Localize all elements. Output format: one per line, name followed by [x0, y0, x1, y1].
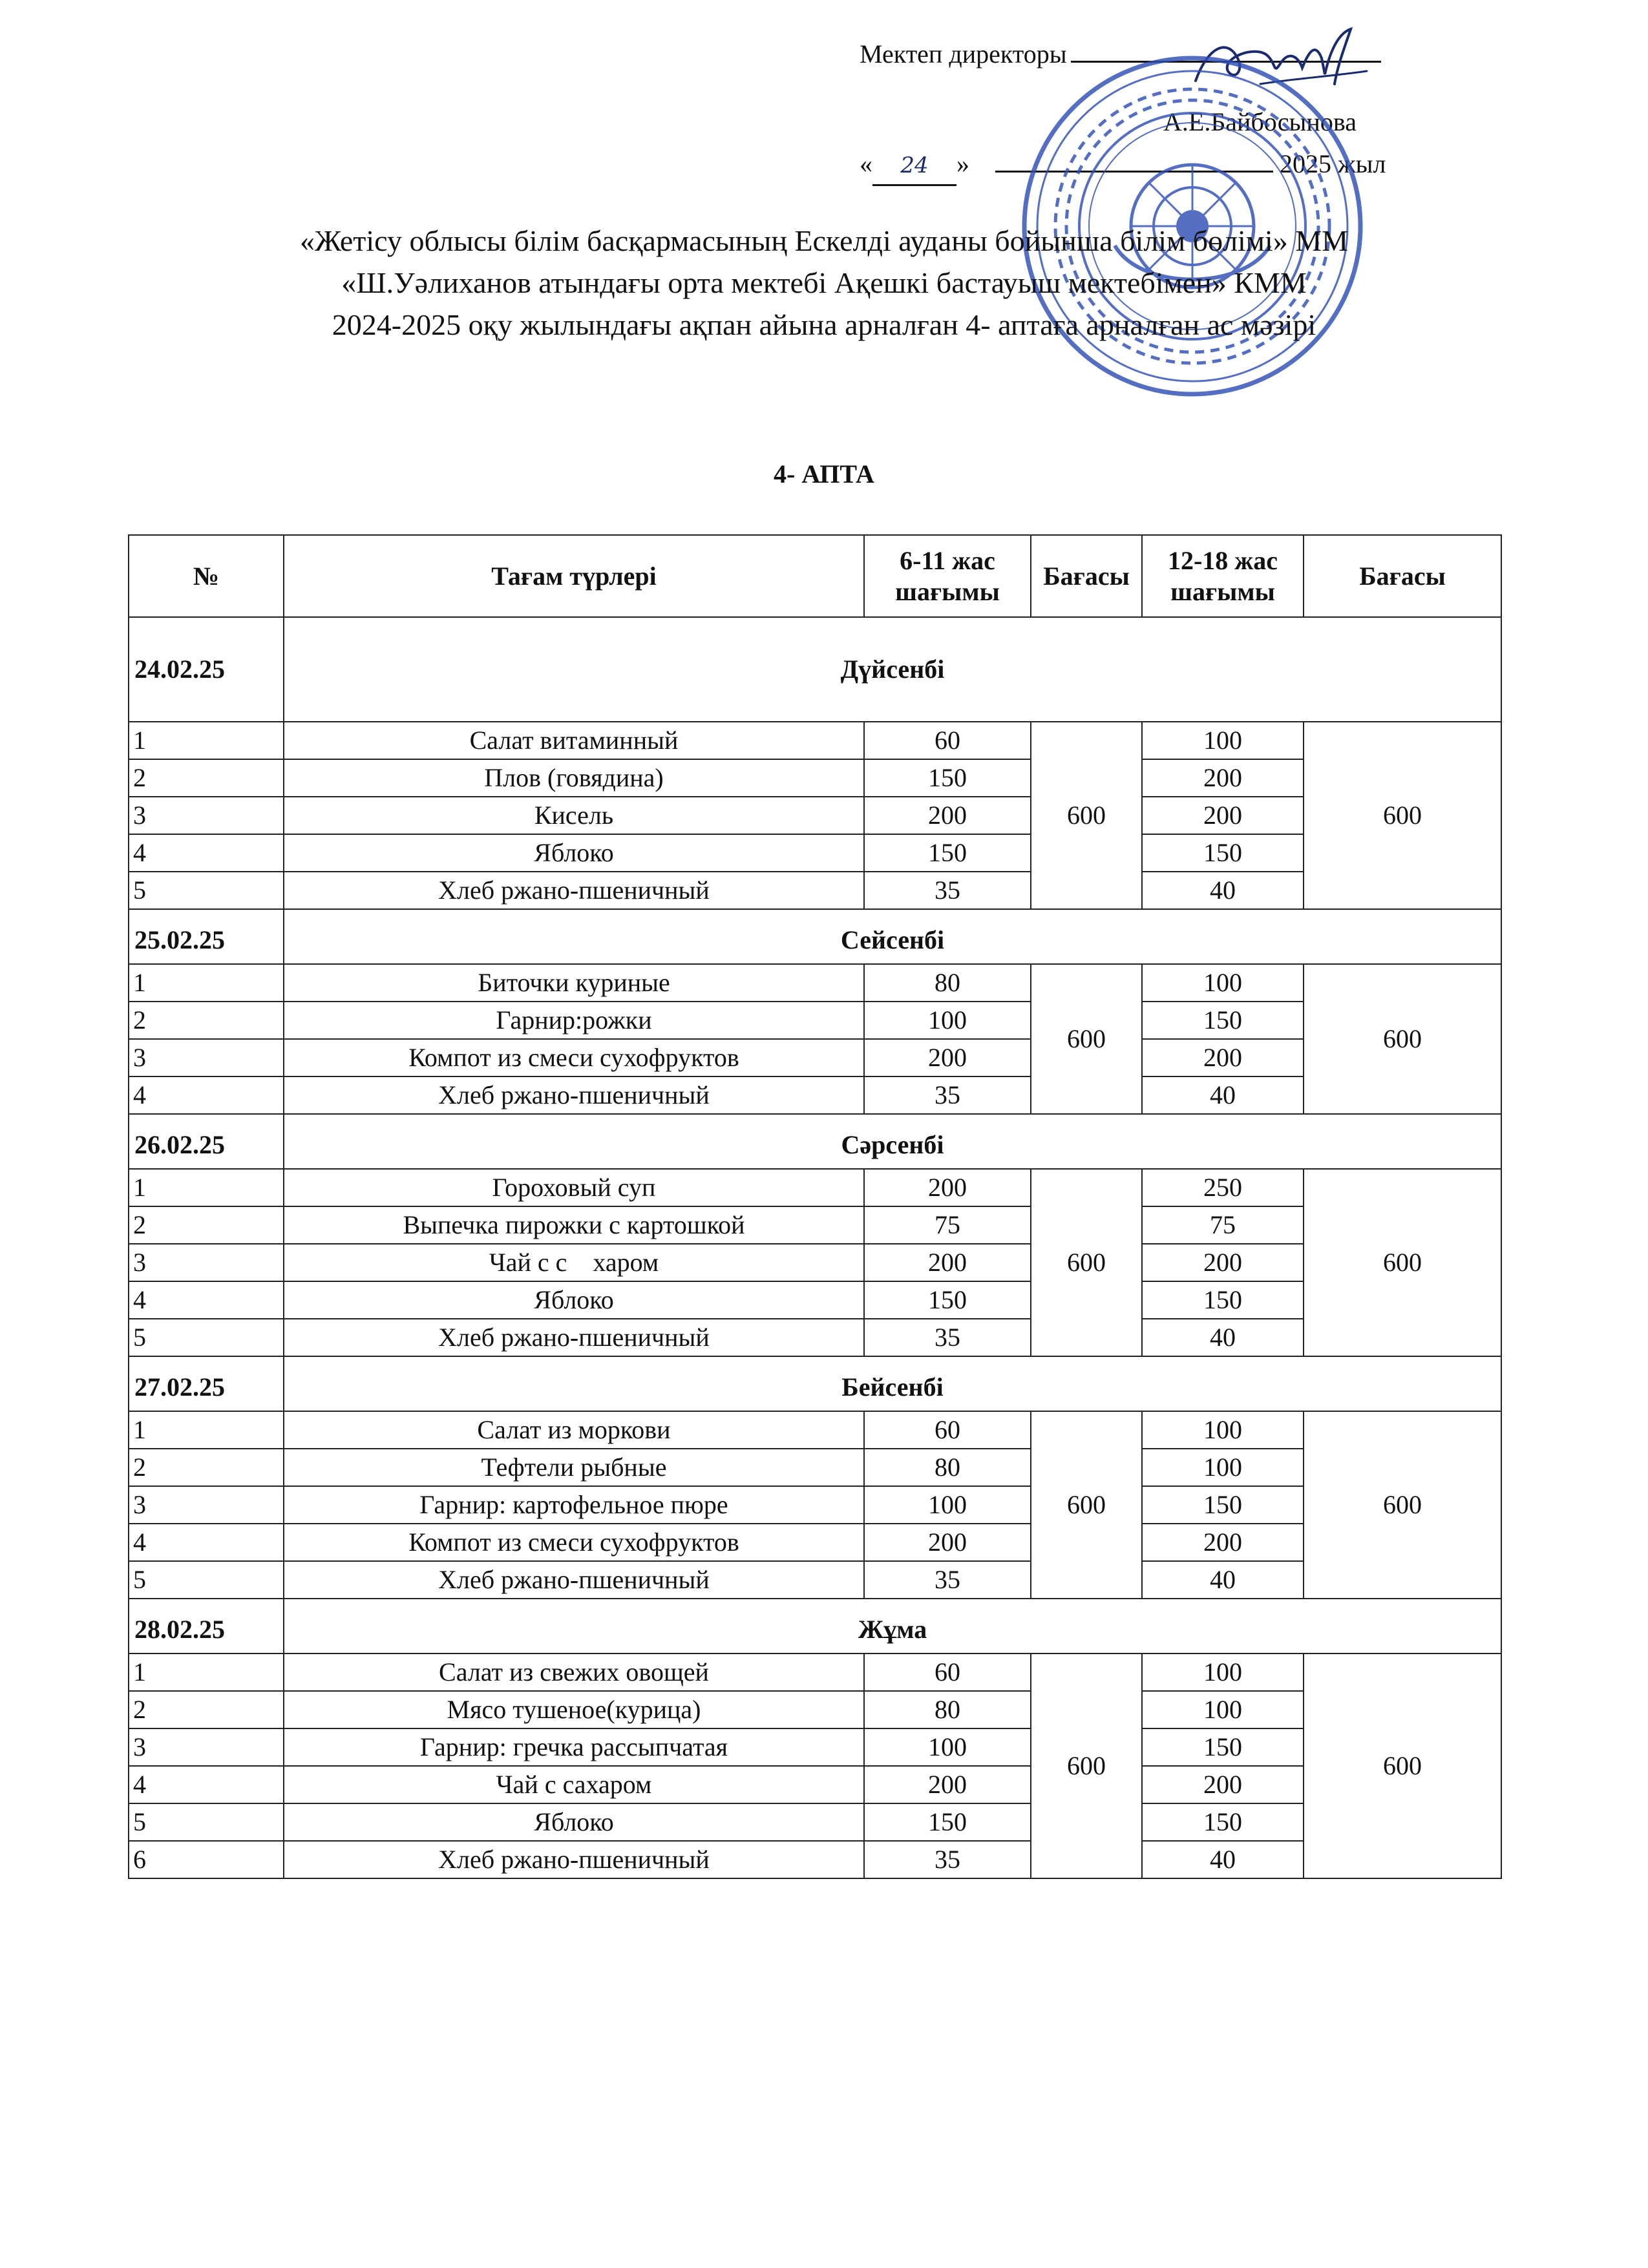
- item-dish: Чай с с харом: [284, 1244, 864, 1281]
- item-num: 1: [129, 722, 284, 759]
- item-dish: Тефтели рыбные: [284, 1449, 864, 1486]
- item-portion-12-18: 100: [1142, 964, 1304, 1002]
- day-name: Дүйсенбі: [284, 617, 1501, 722]
- day-price-12-18: 600: [1304, 722, 1501, 909]
- item-portion-6-11: 100: [864, 1728, 1031, 1766]
- day-header-row: [129, 617, 1501, 722]
- item-portion-6-11: 35: [864, 1319, 1031, 1356]
- item-portion-12-18: 150: [1142, 1803, 1304, 1841]
- item-portion-12-18: 40: [1142, 1319, 1304, 1356]
- col-header-num: №: [129, 535, 284, 617]
- item-portion-12-18: 150: [1142, 834, 1304, 872]
- day-price-12-18: 600: [1304, 1169, 1501, 1356]
- table-row: [129, 759, 1501, 797]
- item-portion-6-11: 150: [864, 834, 1031, 872]
- item-portion-6-11: 60: [864, 1654, 1031, 1691]
- item-portion-12-18: 100: [1142, 1449, 1304, 1486]
- table-row: [129, 1728, 1501, 1766]
- table-row: [129, 872, 1501, 909]
- day-price-6-11: 600: [1031, 1169, 1142, 1356]
- day-date: 24.02.25: [129, 617, 284, 722]
- table-row: [129, 1411, 1501, 1449]
- item-portion-6-11: 200: [864, 1039, 1031, 1076]
- item-portion-12-18: 200: [1142, 1766, 1304, 1803]
- item-dish: Кисель: [284, 797, 864, 834]
- item-portion-6-11: 200: [864, 1244, 1031, 1281]
- item-portion-6-11: 200: [864, 797, 1031, 834]
- item-portion-12-18: 100: [1142, 1654, 1304, 1691]
- col-header-price2: Бағасы: [1304, 535, 1501, 617]
- item-portion-12-18: 150: [1142, 1728, 1304, 1766]
- day-price-6-11: 600: [1031, 1654, 1142, 1878]
- day-header-row: [129, 1599, 1501, 1654]
- day-price-12-18: 600: [1304, 964, 1501, 1114]
- item-dish: Компот из смеси сухофруктов: [284, 1524, 864, 1561]
- item-portion-6-11: 200: [864, 1766, 1031, 1803]
- day-date: 28.02.25: [129, 1599, 284, 1654]
- item-portion-12-18: 200: [1142, 759, 1304, 797]
- day-name: Сәрсенбі: [284, 1114, 1501, 1169]
- day-price-6-11: 600: [1031, 1411, 1142, 1599]
- item-num: 3: [129, 1728, 284, 1766]
- item-num: 3: [129, 1486, 284, 1524]
- item-portion-6-11: 150: [864, 1803, 1031, 1841]
- day-date: 25.02.25: [129, 909, 284, 964]
- item-num: 3: [129, 1244, 284, 1281]
- day-price-12-18: 600: [1304, 1654, 1501, 1878]
- item-portion-12-18: 100: [1142, 722, 1304, 759]
- col-header-age1: [864, 535, 1031, 617]
- item-num: 3: [129, 1039, 284, 1076]
- table-row: [129, 1039, 1501, 1076]
- item-num: 4: [129, 1076, 284, 1114]
- item-portion-6-11: 80: [864, 1691, 1031, 1728]
- header-line-1: «Жетісу облысы білім басқармасының Ескелді ауданы бойынша білім бөлімі» ММ: [300, 224, 1348, 257]
- item-dish: Компот из смеси сухофруктов: [284, 1039, 864, 1076]
- item-num: 2: [129, 759, 284, 797]
- day-name: Жұма: [284, 1599, 1501, 1654]
- item-portion-6-11: 35: [864, 1076, 1031, 1114]
- table-row: [129, 1002, 1501, 1039]
- col-header-age2-line1: 12-18 жас: [1167, 545, 1278, 575]
- item-portion-12-18: 75: [1142, 1206, 1304, 1244]
- day-date: 26.02.25: [129, 1114, 284, 1169]
- table-row: [129, 834, 1501, 872]
- item-dish: Хлеб ржано-пшеничный: [284, 1841, 864, 1878]
- item-portion-12-18: 200: [1142, 1524, 1304, 1561]
- item-num: 4: [129, 834, 284, 872]
- item-portion-12-18: 40: [1142, 1841, 1304, 1878]
- item-portion-12-18: 100: [1142, 1691, 1304, 1728]
- table-row: [129, 1244, 1501, 1281]
- day-date: 27.02.25: [129, 1356, 284, 1411]
- item-dish: Биточки куриные: [284, 964, 864, 1002]
- item-portion-12-18: 250: [1142, 1169, 1304, 1206]
- item-num: 5: [129, 1319, 284, 1356]
- item-portion-12-18: 100: [1142, 1411, 1304, 1449]
- item-dish: Выпечка пирожки с картошкой: [284, 1206, 864, 1244]
- item-num: 5: [129, 1561, 284, 1599]
- item-portion-6-11: 35: [864, 1561, 1031, 1599]
- item-num: 5: [129, 1803, 284, 1841]
- col-header-age2: [1142, 535, 1304, 617]
- header-line-2: «Ш.Уәлиханов атындағы орта мектебі Ақешкі бастауыш мектебімен» КММ: [341, 266, 1307, 299]
- item-dish: Чай с сахаром: [284, 1766, 864, 1803]
- item-dish: Хлеб ржано-пшеничный: [284, 1076, 864, 1114]
- item-num: 4: [129, 1281, 284, 1319]
- item-dish: Хлеб ржано-пшеничный: [284, 872, 864, 909]
- table-row: [129, 1076, 1501, 1114]
- director-name: А.Е.Байбосынова: [1163, 107, 1357, 136]
- item-dish: Гарнир: гречка рассыпчатая: [284, 1728, 864, 1766]
- table-row: [129, 1691, 1501, 1728]
- item-num: 3: [129, 797, 284, 834]
- table-row: [129, 1654, 1501, 1691]
- day-header-row: [129, 1114, 1501, 1169]
- day-header-row: [129, 1356, 1501, 1411]
- table-row: [129, 1766, 1501, 1803]
- item-portion-6-11: 80: [864, 1449, 1031, 1486]
- item-portion-12-18: 40: [1142, 872, 1304, 909]
- item-num: 4: [129, 1524, 284, 1561]
- item-num: 2: [129, 1002, 284, 1039]
- item-portion-6-11: 75: [864, 1206, 1031, 1244]
- item-dish: Гороховый суп: [284, 1169, 864, 1206]
- table-row: [129, 1449, 1501, 1486]
- item-num: 2: [129, 1691, 284, 1728]
- col-header-dish: Тағам түрлері: [284, 535, 864, 617]
- table-row: [129, 1803, 1501, 1841]
- item-dish: Салат из моркови: [284, 1411, 864, 1449]
- item-portion-6-11: 60: [864, 1411, 1031, 1449]
- item-portion-12-18: 200: [1142, 1039, 1304, 1076]
- item-portion-12-18: 150: [1142, 1002, 1304, 1039]
- item-portion-6-11: 200: [864, 1524, 1031, 1561]
- item-portion-6-11: 100: [864, 1486, 1031, 1524]
- item-num: 2: [129, 1449, 284, 1486]
- date-day: 24: [872, 147, 956, 186]
- day-price-6-11: 600: [1031, 964, 1142, 1114]
- table-row: [129, 1169, 1501, 1206]
- item-portion-12-18: 150: [1142, 1281, 1304, 1319]
- col-header-age1-line2: шағымы: [895, 576, 1000, 606]
- date-close-quote: »: [956, 149, 969, 178]
- table-row: [129, 1206, 1501, 1244]
- table-header-row: [129, 535, 1501, 617]
- week-title: 4- АПТА: [774, 459, 874, 488]
- table-row: [129, 1841, 1501, 1878]
- item-portion-6-11: 80: [864, 964, 1031, 1002]
- item-num: 1: [129, 964, 284, 1002]
- table-row: [129, 722, 1501, 759]
- item-dish: Салат из свежих овощей: [284, 1654, 864, 1691]
- item-dish: Гарнир: картофельное пюре: [284, 1486, 864, 1524]
- item-dish: Мясо тушеное(курица): [284, 1691, 864, 1728]
- header-line-3: 2024-2025 оқу жылындағы ақпан айына арналған 4- аптаға арналған ас мәзірі: [332, 308, 1316, 341]
- item-portion-12-18: 40: [1142, 1561, 1304, 1599]
- item-dish: Плов (говядина): [284, 759, 864, 797]
- item-dish: Гарнир:рожки: [284, 1002, 864, 1039]
- day-header-row: [129, 909, 1501, 964]
- item-portion-6-11: 100: [864, 1002, 1031, 1039]
- item-portion-12-18: 150: [1142, 1486, 1304, 1524]
- item-portion-6-11: 200: [864, 1169, 1031, 1206]
- table-row: [129, 1561, 1501, 1599]
- item-dish: Хлеб ржано-пшеничный: [284, 1319, 864, 1356]
- date-open-quote: «: [860, 149, 872, 178]
- item-num: 5: [129, 872, 284, 909]
- table-row: [129, 1524, 1501, 1561]
- item-num: 2: [129, 1206, 284, 1244]
- day-price-6-11: 600: [1031, 722, 1142, 909]
- item-dish: Яблоко: [284, 834, 864, 872]
- item-dish: Салат витаминный: [284, 722, 864, 759]
- item-dish: Яблоко: [284, 1803, 864, 1841]
- item-portion-6-11: 35: [864, 1841, 1031, 1878]
- table-row: [129, 964, 1501, 1002]
- table-row: [129, 1319, 1501, 1356]
- item-num: 1: [129, 1169, 284, 1206]
- item-dish: Яблоко: [284, 1281, 864, 1319]
- item-portion-6-11: 35: [864, 872, 1031, 909]
- document-header: [65, 220, 1583, 346]
- item-portion-12-18: 200: [1142, 797, 1304, 834]
- item-num: 6: [129, 1841, 284, 1878]
- table-row: [129, 1486, 1501, 1524]
- day-name: Бейсенбі: [284, 1356, 1501, 1411]
- day-price-12-18: 600: [1304, 1411, 1501, 1599]
- menu-table: [128, 534, 1502, 1879]
- day-name: Сейсенбі: [284, 909, 1501, 964]
- table-row: [129, 797, 1501, 834]
- item-portion-6-11: 150: [864, 1281, 1031, 1319]
- item-portion-6-11: 60: [864, 722, 1031, 759]
- director-label: Мектеп директоры: [860, 39, 1067, 68]
- item-num: 1: [129, 1654, 284, 1691]
- item-num: 4: [129, 1766, 284, 1803]
- table-row: [129, 1281, 1501, 1319]
- item-portion-12-18: 200: [1142, 1244, 1304, 1281]
- col-header-price1: Бағасы: [1031, 535, 1142, 617]
- col-header-age2-line2: шағымы: [1170, 576, 1275, 606]
- col-header-age1-line1: 6-11 жас: [900, 545, 995, 575]
- item-portion-12-18: 40: [1142, 1076, 1304, 1114]
- date-year: 2025 жыл: [1280, 149, 1386, 178]
- item-num: 1: [129, 1411, 284, 1449]
- item-portion-6-11: 150: [864, 759, 1031, 797]
- item-dish: Хлеб ржано-пшеничный: [284, 1561, 864, 1599]
